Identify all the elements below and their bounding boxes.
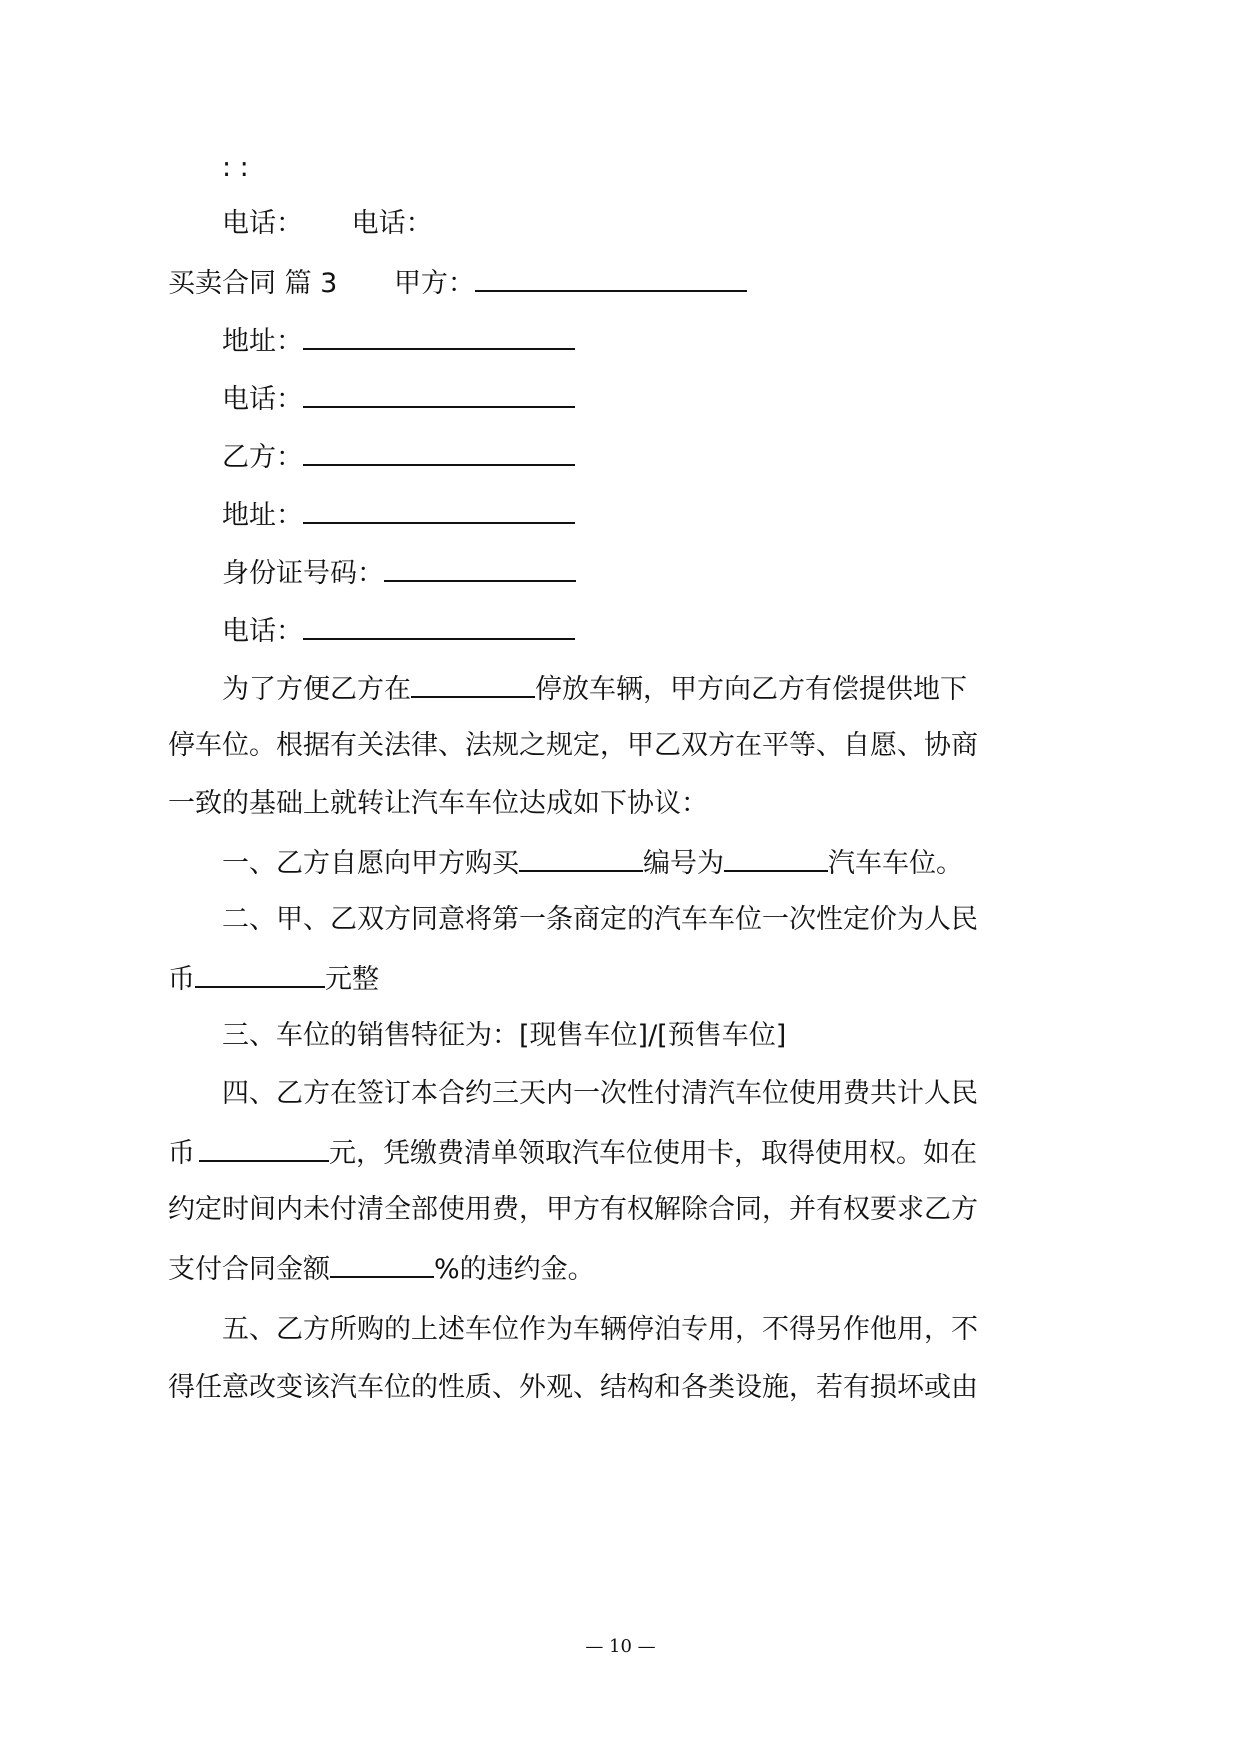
clause-4-line-1: 四、乙方在签订本合约三天内一次性付清汽车位使用费共计人民 <box>222 1078 978 1109</box>
address-label: 地址： <box>222 326 303 357</box>
price-blank <box>195 960 325 988</box>
clause-text: 编号为 <box>643 848 724 879</box>
page-number: — 10 — <box>585 1636 656 1657</box>
phone-row-1 <box>222 380 575 418</box>
party-b-blank <box>303 438 575 466</box>
location-blank <box>411 670 535 698</box>
phone-label: 电话： <box>222 616 303 647</box>
party-a-label: 甲方： <box>393 268 475 299</box>
space-number-blank <box>724 844 828 872</box>
purchase-blank <box>519 844 643 872</box>
phone-blank <box>303 612 575 640</box>
intro-line-2: 停车位。根据有关法律、法规之规定，甲乙双方在平等、自愿、协商 <box>168 730 978 761</box>
clause-3: 三、车位的销售特征为：[现售车位]/[预售车位] <box>222 1020 787 1051</box>
clause-text: 元整 <box>325 964 379 995</box>
clause-5-line-1: 五、乙方所购的上述车位作为车辆停泊专用，不得另作他用，不 <box>222 1314 978 1345</box>
colon-marks: : : <box>222 152 249 183</box>
document-heading: 买卖合同 篇 3 <box>168 268 338 299</box>
clause-text: %的违约金。 <box>434 1254 595 1285</box>
party-b-row <box>222 438 575 476</box>
address-blank <box>303 322 575 350</box>
clause-4-line-2 <box>168 1134 977 1172</box>
id-number-blank <box>384 554 576 582</box>
clause-2-line-1: 二、甲、乙双方同意将第一条商定的汽车车位一次性定价为人民 <box>222 904 978 935</box>
party-a-blank <box>475 264 747 292</box>
address-row-2 <box>222 496 575 534</box>
penalty-percent-blank <box>330 1250 434 1278</box>
clause-2-line-2 <box>168 960 379 998</box>
clause-text: 一、乙方自愿向甲方购买 <box>222 848 519 879</box>
clause-5-line-2: 得任意改变该汽车位的性质、外观、结构和各类设施，若有损坏或由 <box>168 1372 978 1403</box>
party-b-label: 乙方： <box>222 442 303 473</box>
clause-text: 元，凭缴费清单领取汽车位使用卡，取得使用权。如在 <box>329 1138 977 1169</box>
id-number-label: 身份证号码： <box>222 558 384 589</box>
phone-label-left: 电话： <box>222 208 303 239</box>
signature-phone-row <box>222 206 433 242</box>
heading-row <box>168 264 747 302</box>
phone-blank <box>303 380 575 408</box>
fee-blank <box>199 1134 329 1162</box>
phone-label-right: 电话： <box>351 208 433 239</box>
phone-row-2 <box>222 612 575 650</box>
intro-text: 为了方便乙方在 <box>222 674 411 705</box>
intro-text: 停放车辆，甲方向乙方有偿提供地下 <box>535 674 967 705</box>
clause-text: 汽车车位。 <box>828 848 963 879</box>
clause-1 <box>222 844 963 882</box>
clause-4-line-4 <box>168 1250 595 1288</box>
clause-text: 币 <box>168 964 195 995</box>
id-number-row <box>222 554 576 592</box>
intro-line-1 <box>222 670 967 708</box>
clause-4-line-3: 约定时间内未付清全部使用费，甲方有权解除合同，并有权要求乙方 <box>168 1194 978 1225</box>
address-row-1 <box>222 322 575 360</box>
clause-text: 币 <box>168 1138 195 1169</box>
clause-text: 支付合同金额 <box>168 1254 330 1285</box>
intro-line-3: 一致的基础上就转让汽车车位达成如下协议： <box>168 788 708 819</box>
address-label: 地址： <box>222 500 303 531</box>
phone-label: 电话： <box>222 384 303 415</box>
address-blank <box>303 496 575 524</box>
